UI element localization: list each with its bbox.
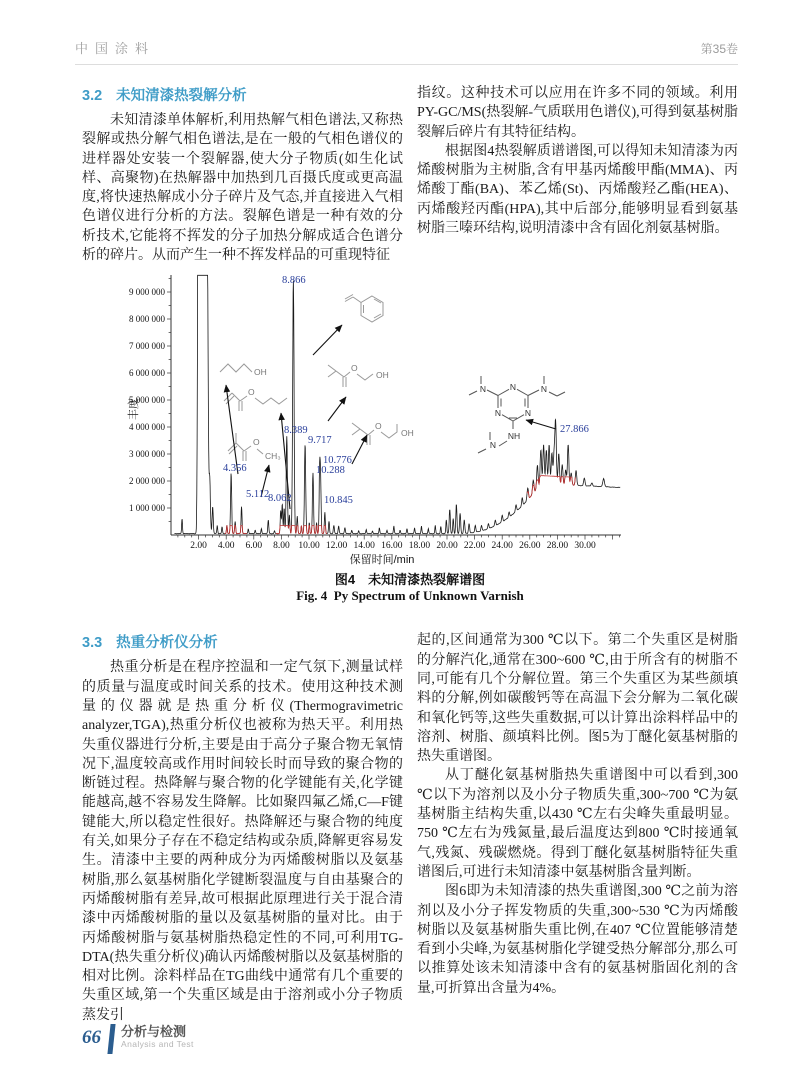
svg-text:22.00: 22.00 [463, 541, 486, 552]
footer-divider-bar [107, 1024, 115, 1054]
structure-styrene [345, 295, 383, 323]
py-chromatogram [120, 271, 780, 569]
left-column [82, 631, 403, 1025]
page-footer [82, 1024, 194, 1054]
peak-label: 8.062 [268, 493, 292, 505]
peak-label: 10.776 [323, 455, 352, 467]
atom-label: N [489, 440, 497, 451]
atom-label: OH [254, 367, 267, 378]
annotation-arrow [328, 397, 346, 421]
svg-text:14.00: 14.00 [353, 541, 375, 552]
svg-text:12.00: 12.00 [325, 541, 348, 552]
section-heading-3-2 [82, 84, 403, 105]
paragraph: 图6即为未知清漆的热失重谱图,300 ℃之前为溶剂以及小分子挥发物质的失重,300~530 ℃为丙烯酸树脂以及氨基树脂失重比例,在407 ℃位置能够清楚看到小尖峰,为氨基树脂化学键受热分解部分,那么可以推算处该未知清漆中含有的氨基树脂固化剂的含量,可折算出含量为4%。 [417, 884, 738, 996]
paragraph: 起的,区间通常为300 ℃以下。第二个失重区是树脂的分解汽化,通常在300~600 ℃,由于所含有的树脂不同,可能有几个分解位置。第三个失重区为某些颜填料的分解,例如碳酸钙等在高温下会分解为二氧化碳和氧化钙等,这些失重数据,可以计算出涂料样品中的溶剂、树脂、颜填料比例。图5为丁醚化氨基树脂的热失重谱图。 [417, 633, 738, 765]
structure-hea [328, 363, 389, 387]
section-title: 热重分析仪分析 [116, 635, 218, 652]
atom-label: N [509, 382, 517, 393]
paragraph: 从丁醚化氨基树脂热失重谱图中可以看到,300 ℃以下为溶剂以及小分子物质失重,300~700 ℃为氨基树脂主结构失重,以430 ℃左右尖峰失重最明显。750 ℃左右为残氮量,最后温度达到800 ℃时接通氧气,残氮、残碳燃烧。得到丁醚化氨基树脂特征失重谱图后,可进行未知清漆中氨基树脂含量判断。 [417, 768, 738, 880]
svg-text:1 000 000: 1 000 000 [129, 503, 165, 514]
structure-triazine [469, 376, 565, 453]
svg-text:28.00: 28.00 [546, 541, 569, 552]
peak-label: 10.288 [316, 465, 345, 477]
atom-label: O [253, 437, 260, 448]
paragraph: 指纹。这种技术可以应用在许多不同的领域。利用PY-GC/MS(热裂解-气质联用色谱仪),可得到氨基树脂裂解后碎片有其特征结构。 [417, 86, 738, 140]
peak-label: 8.389 [284, 425, 308, 437]
svg-text:24.00: 24.00 [491, 541, 513, 552]
figure-caption-en: Fig. 4 Py Spectrum of Unknown Varnish [296, 588, 524, 604]
svg-text:5 000 000: 5 000 000 [129, 395, 165, 406]
svg-text:9 000 000: 9 000 000 [129, 287, 165, 298]
svg-text:30.00: 30.00 [574, 541, 596, 552]
journal-name: 中国涂料 [75, 41, 156, 56]
svg-text:6.00: 6.00 [245, 541, 263, 552]
peak-label: 10.845 [324, 495, 353, 507]
svg-text:8.00: 8.00 [273, 541, 290, 552]
atom-label: N [479, 384, 487, 395]
svg-text:2.00: 2.00 [190, 541, 207, 552]
peak-label: 5.112 [246, 489, 270, 501]
atom-label: N [524, 408, 532, 419]
svg-text:4 000 000: 4 000 000 [129, 422, 165, 433]
structure-butanol [220, 364, 267, 377]
annotation-arrow [313, 325, 342, 355]
svg-text:2 000 000: 2 000 000 [129, 476, 165, 487]
svg-text:18.00: 18.00 [408, 541, 431, 552]
peak-label: 4.356 [223, 463, 247, 475]
y-axis-label: 丰度 [128, 398, 140, 421]
atom-label: N [540, 384, 548, 395]
svg-text:3 000 000: 3 000 000 [129, 449, 165, 460]
section-3-3 [82, 631, 738, 1025]
page-body [82, 84, 738, 1025]
annotation-arrow [352, 435, 367, 464]
svg-text:26.00: 26.00 [519, 541, 541, 552]
footer-column-title: 分析与检测 [121, 1024, 187, 1039]
footer-column-subtitle: Analysis and Test [121, 1039, 194, 1049]
section-3-2 [82, 84, 738, 265]
svg-text:7 000 000: 7 000 000 [129, 341, 165, 352]
svg-text:4.00: 4.00 [217, 541, 235, 552]
atom-label: OH [401, 428, 414, 439]
atom-label: O [351, 363, 358, 374]
section-heading-3-3 [82, 631, 403, 652]
peak-label: 9.717 [308, 435, 332, 447]
right-column [417, 84, 738, 265]
right-column [417, 631, 738, 1025]
svg-text:10.00: 10.00 [298, 541, 320, 552]
paragraph: 热重分析是在程序控温和一定气氛下,测量试样的质量与温度或时间关系的技术。使用这种技术测量的仪器就是热重分析仪(Thermogravimetric analyzer,TGA),热重分析仪也被称为热天平。利用热失重仪器进行分析,主要是由于高分子聚合物无氧情况下,温度较高或作用时间较长时而导致的聚合物的断链过程。热降解与聚合物的化学键能有关,化学键能越高,越不容易发生降解。比如聚四氟乙烯,C—F键键能大,所以稳定性很好。热降解还与聚合物的纯度有关,如果分子存在不稳定结构或杂质,降解更容易发生。清漆中主要的两种成分为丙烯酸树脂以及氨基树脂,那么氨基树脂化学键断裂温度与自由基聚合的丙烯酸树脂有差异,故可根据此原理进行关于混合清漆中丙烯酸树脂的量以及氨基树脂的量对比。由于丙烯酸树脂与氨基树脂热稳定性的不同,可利用TG-DTA(热失重分析仪)确认丙烯酸树脂以及氨基树脂的相对比例。涂料样品在TG曲线中通常有几个重要的失重区域,第一个失重区域是由于溶剂或小分子物质蒸发引 [82, 660, 403, 1023]
structure-butyl-acrylate [224, 387, 287, 411]
atom-label: N [494, 408, 502, 419]
x-axis-label: 保留时间/min [349, 554, 415, 567]
svg-text:20.00: 20.00 [436, 541, 458, 552]
peak-label: 8.866 [282, 275, 306, 287]
section-number: 3.2 [82, 88, 103, 104]
atom-label: NH [507, 431, 521, 442]
annotation-arrow [526, 420, 556, 429]
left-column [82, 84, 403, 265]
svg-text:8 000 000: 8 000 000 [129, 314, 165, 325]
peak-label: 27.866 [560, 424, 589, 436]
section-number: 3.3 [82, 635, 103, 652]
page-number: 66 [82, 1027, 101, 1048]
atom-label: O [248, 387, 255, 398]
paragraph: 根据图4热裂解质谱谱图,可以得知未知清漆为丙烯酸树脂为主树脂,含有甲基丙烯酸甲酯(MMA)、丙烯酸丁酯(BA)、苯乙烯(St)、丙烯酸羟乙酯(HEA)、丙烯酸羟丙酯(HPA),其中后部分,能够明显看到氨基树脂三嗪环结构,说明清漆中含有固化剂氨基树脂。 [417, 143, 738, 237]
atom-label: CH₃ [265, 451, 281, 462]
structure-hpa [352, 421, 414, 445]
volume-label: 第35卷 [700, 42, 738, 56]
page-header [75, 38, 738, 65]
paragraph: 未知清漆单体解析,利用热解气相色谱法,又称热裂解或热分解气相色谱法,是在一般的气相色谱仪的进样器处安装一个裂解器,使大分子物质(如生化试样、高聚物)在热解器中加热到几百摄氏度或更高温度,将快速热解成小分子碎片及气态,并直接进入气相色谱仪进行分析的方法。裂解色谱是一种有效的分析技术,它能将不挥发的分子加热分解成适合色谱分析的碎片。从而产生一种不挥发样品的可重现特征 [82, 113, 403, 264]
atom-label: O [375, 421, 382, 432]
figure-caption-zh: 图4 未知清漆热裂解谱图 [334, 572, 486, 588]
svg-text:6 000 000: 6 000 000 [129, 368, 165, 379]
svg-text:16.00: 16.00 [381, 541, 403, 552]
figure-4 [82, 269, 738, 621]
section-title: 未知清漆热裂解分析 [116, 88, 247, 104]
atom-label: OH [376, 370, 389, 381]
